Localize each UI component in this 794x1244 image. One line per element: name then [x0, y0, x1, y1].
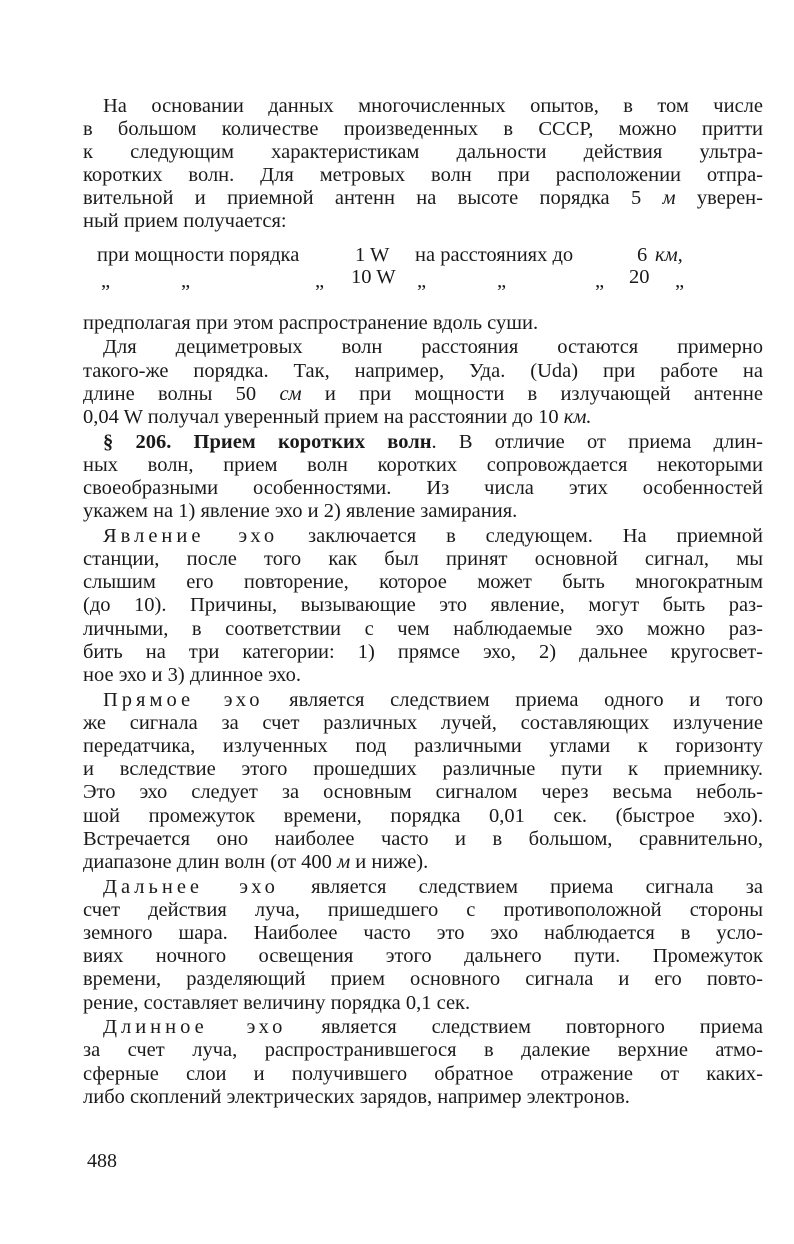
paragraph — [83, 431, 763, 524]
text-line — [83, 1039, 763, 1062]
unit-text: км. — [563, 405, 592, 428]
text-run: бить на три категории: 1) прямсе эхо, 2) дальнее кругосвет- — [83, 640, 763, 663]
spaced-term: Прямое эхо — [103, 688, 264, 711]
unit-text: м — [337, 850, 351, 873]
text-run: Встречается оно наиболее часто и в большом, сравнительно, — [83, 827, 763, 850]
table-row1-label-distance: на расстояниях до — [415, 243, 574, 266]
ditto-mark: „ — [101, 269, 111, 292]
text-line — [83, 500, 763, 523]
paragraph — [83, 336, 763, 429]
text-run: Для дециметровых волн расстояния остаются примерно — [103, 336, 763, 359]
table-row2-distance: 20 — [629, 265, 650, 288]
text-line — [83, 141, 763, 164]
text-run: слышим его повторение, которое может быть многократным — [83, 571, 763, 594]
text-line — [83, 641, 763, 664]
text-line — [83, 945, 763, 968]
text-line — [83, 758, 763, 781]
text-run: и при мощности в излучающей антенне — [301, 382, 763, 405]
text-run: и ниже). — [350, 850, 429, 873]
page-number: 488 — [87, 1150, 117, 1172]
text-line — [83, 922, 763, 945]
paragraph — [83, 876, 763, 1015]
ditto-mark: „ — [497, 269, 507, 292]
text-run: станции, после того как был принят основной сигнал, мы — [83, 548, 763, 570]
text-run: вительной и приемной антенн на высоте порядка 5 — [83, 187, 663, 210]
text-line — [83, 95, 763, 118]
text-run: является следствием приема одного и того — [263, 688, 764, 711]
text-run: земного шара. Наиболее часто это эхо наблюдается в усло- — [83, 922, 763, 944]
paragraph — [83, 689, 763, 875]
text-line — [83, 876, 763, 899]
text-run: сферные слои и получившего обратное отражение от каких- — [83, 1062, 763, 1085]
spaced-term: Дальнее эхо — [103, 875, 279, 898]
text-run: ный прием получается: — [83, 210, 287, 233]
text-line — [83, 805, 763, 828]
text-run: и вследствие этого прошедших различные пути к приемнику. — [83, 758, 763, 781]
paragraph — [83, 312, 763, 335]
text-run: личными, в соответствии с чем наблюдаемые эхо можно раз- — [83, 617, 763, 640]
ditto-mark: „ — [417, 269, 427, 292]
text-run: заключается в следующем. На приемной — [278, 524, 764, 547]
paragraph — [83, 1016, 763, 1109]
text-run: в большом количестве произведенных в СССР, можно притти — [83, 117, 763, 140]
text-run: виях ночного освещения этого дальнего пути. Промежуток — [83, 945, 763, 968]
text-line — [83, 968, 763, 991]
text-line — [83, 312, 763, 335]
spaced-term: Явление эхо — [103, 524, 279, 547]
text-run: шой промежуток времени, порядка 0,01 сек. (быстрое эхо). — [83, 804, 763, 827]
text-line — [83, 899, 763, 922]
text-run: ных волн, прием волн коротких сопровождается некоторыми — [83, 453, 763, 476]
text-line — [83, 548, 763, 571]
text-line — [83, 336, 763, 359]
text-run: ное эхо и 3) длинное эхо. — [83, 663, 301, 686]
text-line — [83, 689, 763, 712]
page-body — [83, 93, 763, 1109]
section-heading: § 206. Прием коротких волн — [103, 430, 432, 453]
text-line — [83, 851, 763, 874]
ditto-mark: „ — [181, 269, 191, 292]
text-run: передатчика, излученных под различными углами к горизонту — [83, 735, 763, 757]
text-line — [83, 594, 763, 617]
text-line — [83, 712, 763, 735]
text-line — [83, 781, 763, 804]
text-line — [83, 210, 763, 233]
text-line — [83, 383, 763, 406]
text-run: . В отличие от приема длин- — [431, 430, 763, 453]
text-line — [83, 431, 763, 454]
text-run: коротких волн. Для метровых волн при расположении отпра- — [83, 164, 763, 187]
text-line — [83, 525, 763, 548]
text-run: за счет луча, распространившегося в далекие верхние атмо- — [83, 1039, 763, 1062]
ditto-mark: „ — [595, 269, 605, 292]
paragraph — [83, 525, 763, 687]
spaced-term: Длинное эхо — [103, 1016, 287, 1039]
table-row2-power: 10 W — [351, 265, 396, 288]
table-row1-unit: км, — [655, 243, 683, 266]
text-line — [83, 187, 763, 210]
table-row1-label: при мощности порядка — [97, 243, 300, 266]
text-line — [83, 360, 763, 383]
text-line — [83, 164, 763, 187]
paragraph — [83, 95, 763, 234]
text-run: предполагая при этом распространение вдоль суши. — [83, 311, 539, 334]
table-row1-distance: 6 — [637, 243, 648, 266]
text-line — [83, 664, 763, 687]
ditto-mark: „ — [315, 269, 325, 292]
power-distance-table — [83, 244, 763, 304]
text-line — [83, 406, 763, 429]
text-run: уверен- — [675, 187, 763, 210]
text-run: своеобразными особенностями. Из числа этих особенностей — [83, 476, 763, 499]
text-run: является следствием приема сигнала за — [278, 875, 763, 898]
text-run: же сигнала за счет различных лучей, составляющих излучение — [83, 711, 763, 734]
unit-text: м — [662, 187, 676, 210]
text-run: к следующим характеристикам дальности действия ультра- — [83, 140, 763, 163]
text-line — [83, 735, 763, 758]
text-run: Это эхо следует за основным сигналом через весьма неболь- — [83, 781, 763, 804]
text-line — [83, 618, 763, 641]
text-run: 0,04 W получал уверенный прием на расстоянии до 10 — [83, 405, 564, 428]
text-run: (до 10). Причины, вызывающие это явление, могут быть раз- — [83, 594, 763, 617]
text-line — [83, 477, 763, 500]
text-run: укажем на 1) явление эхо и 2) явление замирания. — [83, 500, 518, 523]
text-line — [83, 118, 763, 141]
text-line — [83, 1063, 763, 1086]
text-line — [83, 571, 763, 594]
text-line — [83, 828, 763, 851]
text-run: диапазоне длин волн (от 400 — [83, 850, 338, 873]
text-line — [83, 1086, 763, 1109]
text-run: На основании данных многочисленных опытов, в том числе — [103, 94, 763, 117]
text-line — [83, 454, 763, 477]
text-run: такого-же порядка. Так, например, Уда. (Uda) при работе на — [83, 359, 763, 382]
text-line — [83, 1016, 763, 1039]
table-row1-power: 1 W — [355, 243, 390, 266]
unit-text: см — [279, 382, 302, 405]
text-run: либо скоплений электрических зарядов, например электронов. — [83, 1085, 630, 1108]
text-run: является следствием повторного приема — [286, 1016, 763, 1039]
text-run: рение, составляет величину порядка 0,1 сек. — [83, 991, 471, 1014]
text-run: длине волны 50 — [83, 382, 280, 405]
ditto-mark: „ — [675, 269, 685, 292]
text-run: счет действия луча, пришедшего с противоположной стороны — [83, 898, 763, 921]
text-line — [83, 992, 763, 1015]
text-run: времени, разделяющий прием основного сигнала и его повто- — [83, 968, 763, 991]
